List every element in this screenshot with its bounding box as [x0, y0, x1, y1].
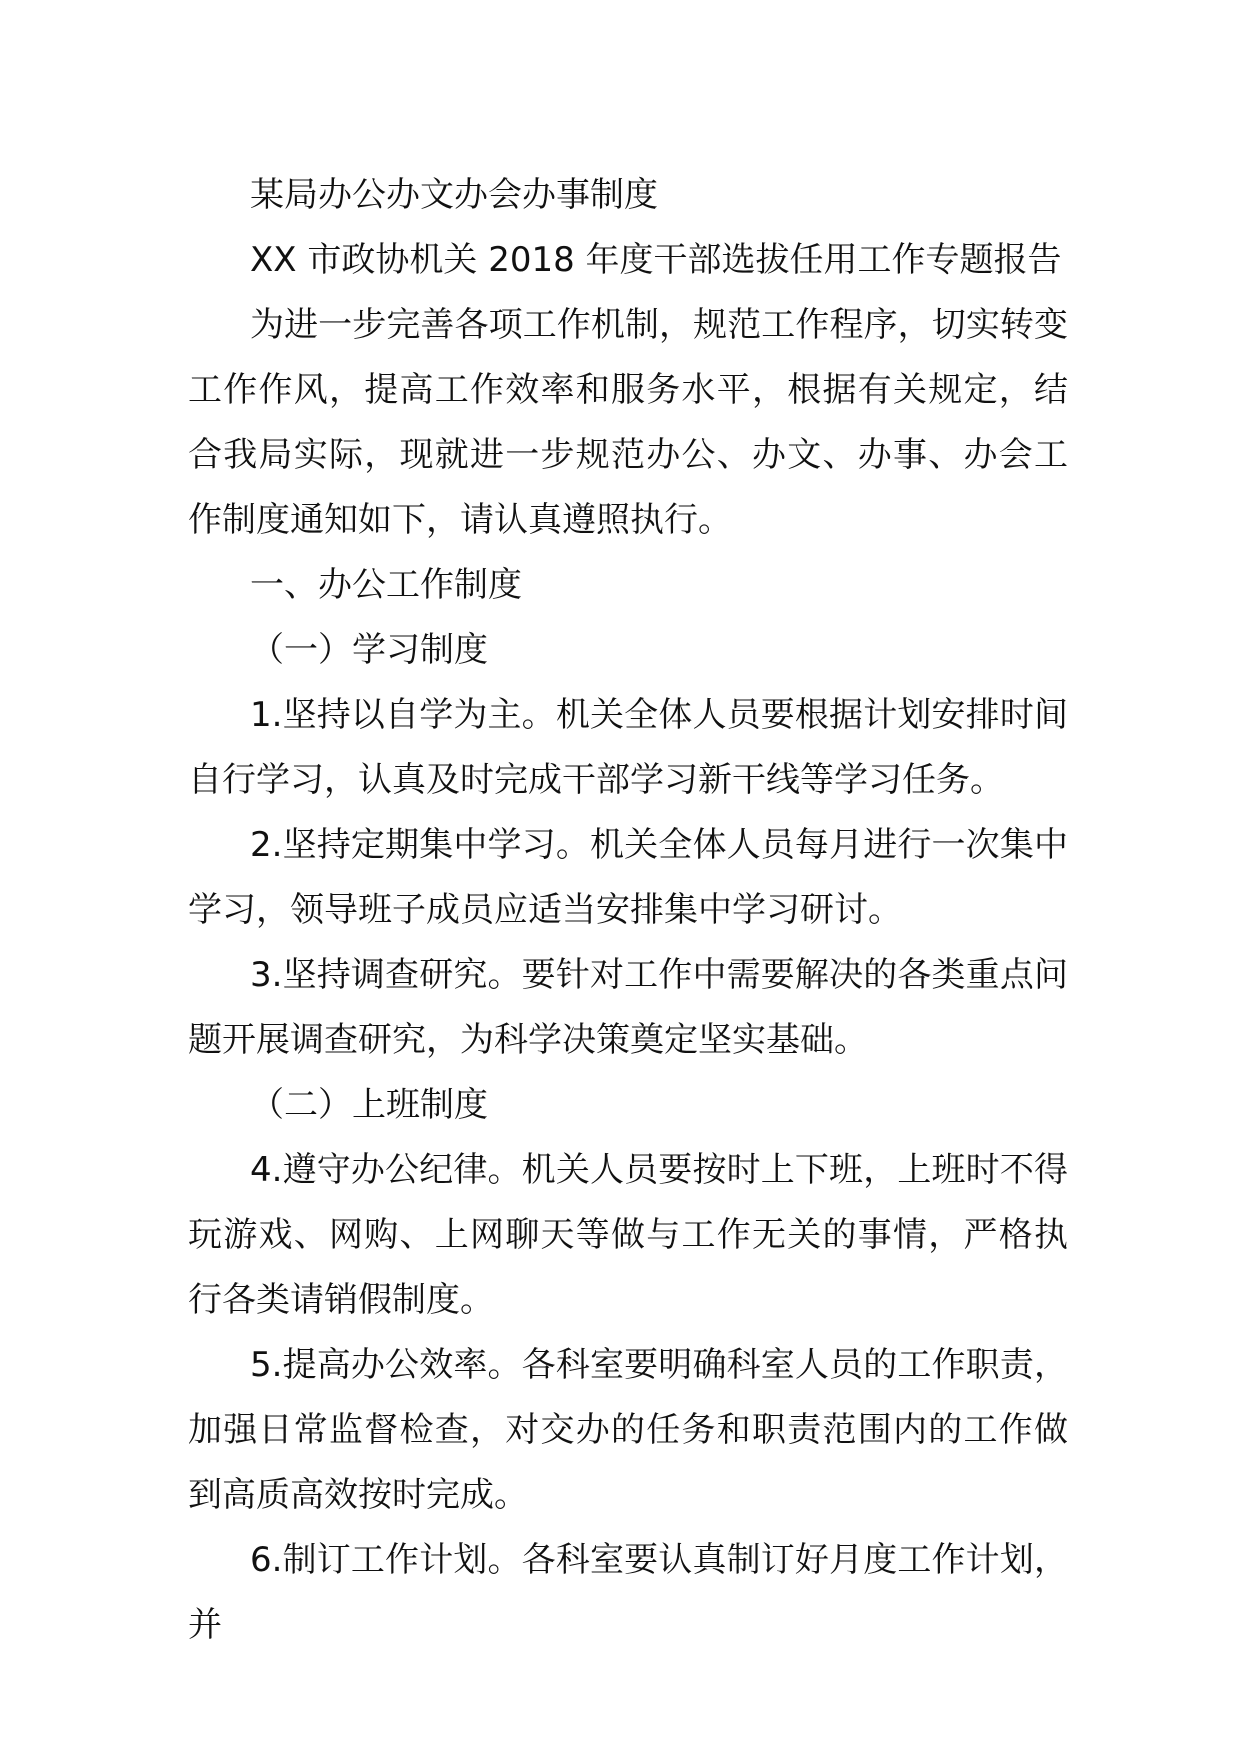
- list-item: 3.坚持调查研究。要针对工作中需要解决的各类重点问题开展调查研究，为科学决策奠定坚实基础。: [188, 955, 1068, 1060]
- list-item: 1.坚持以自学为主。机关全体人员要根据计划安排时间自行学习，认真及时完成干部学习新干线等学习任务。: [188, 695, 1068, 800]
- intro-paragraph: 为进一步完善各项工作机制，规范工作程序，切实转变工作作风，提高工作效率和服务水平，根据有关规定，结合我局实际，现就进一步规范办公、办文、办事、办会工作制度通知如下，请认真遵照执行。: [188, 305, 1068, 540]
- document-body: [188, 163, 1068, 1658]
- list-item: 6.制订工作计划。各科室要认真制订好月度工作计划，并: [188, 1540, 1068, 1645]
- subsection-heading-study: （一）学习制度: [250, 630, 488, 670]
- document-subtitle: XX 市政协机关 2018 年度干部选拔任用工作专题报告: [250, 240, 1062, 280]
- list-item: 5.提高办公效率。各科室要明确科室人员的工作职责，加强日常监督检查，对交办的任务和职责范围内的工作做到高质高效按时完成。: [188, 1345, 1068, 1515]
- section-heading: 一、办公工作制度: [250, 565, 522, 605]
- subsection-heading-work: （二）上班制度: [250, 1085, 488, 1125]
- list-item: 4.遵守办公纪律。机关人员要按时上下班，上班时不得玩游戏、网购、上网聊天等做与工作无关的事情，严格执行各类请销假制度。: [188, 1150, 1068, 1320]
- list-item: 2.坚持定期集中学习。机关全体人员每月进行一次集中学习，领导班子成员应适当安排集中学习研讨。: [188, 825, 1068, 930]
- document-title: 某局办公办文办会办事制度: [250, 175, 658, 215]
